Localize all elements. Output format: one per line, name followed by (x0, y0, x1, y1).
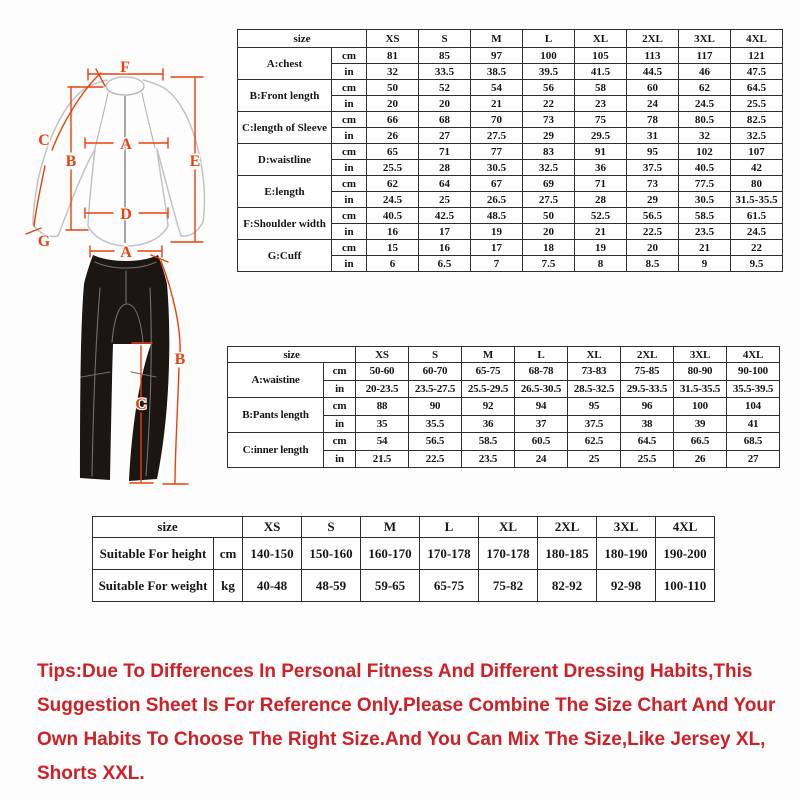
value-cell: 30.5 (471, 160, 523, 176)
pants-label-B: B (174, 351, 186, 368)
value-cell: 22.5 (627, 224, 679, 240)
value-cell: 21 (679, 240, 731, 256)
tips-line: Own Habits To Choose The Right Size.And You Can Mix The Size,Like Jersey XL, (37, 729, 766, 750)
value-cell: 77.5 (679, 176, 731, 192)
value-cell: 19 (575, 240, 627, 256)
unit-cell: cm (214, 538, 243, 570)
value-cell: 170-178 (479, 538, 538, 570)
value-cell: 25.5-29.5 (462, 380, 515, 398)
value-cell: 20 (627, 240, 679, 256)
jersey-outline (33, 77, 204, 246)
value-cell: 25.5 (731, 96, 783, 112)
value-cell: 58.5 (462, 433, 515, 451)
value-cell: 36 (462, 415, 515, 433)
value-cell: 47.5 (731, 64, 783, 80)
value-cell: 28.5-32.5 (568, 380, 621, 398)
value-cell: 25 (419, 192, 471, 208)
unit-cell: cm (332, 112, 367, 128)
value-cell: 180-185 (538, 538, 597, 570)
value-cell: 41 (727, 415, 780, 433)
value-cell: 19 (471, 224, 523, 240)
size-header-cell: XL (568, 347, 621, 363)
value-cell: 58.5 (679, 208, 731, 224)
value-cell: 92 (462, 398, 515, 416)
value-cell: 66.5 (674, 433, 727, 451)
value-cell: 170-178 (420, 538, 479, 570)
value-cell: 25.5 (367, 160, 419, 176)
tips-line: Tips:Due To Differences In Personal Fitness And Different Dressing Habits,This (37, 661, 753, 682)
row-label-cell: F:Shoulder width (238, 208, 332, 240)
value-cell: 26.5-30.5 (515, 380, 568, 398)
jersey-label-F: F (120, 59, 130, 76)
value-cell: 75-82 (479, 570, 538, 602)
size-header-cell: S (419, 30, 471, 48)
value-cell: 82-92 (538, 570, 597, 602)
value-cell: 8 (575, 256, 627, 272)
value-cell: 56.5 (627, 208, 679, 224)
value-cell: 32 (679, 128, 731, 144)
size-corner-cell: size (238, 30, 367, 48)
value-cell: 105 (575, 48, 627, 64)
tips-line: Suggestion Sheet Is For Reference Only.Please Combine The Size Chart And Your (37, 695, 776, 716)
value-cell: 71 (419, 144, 471, 160)
unit-cell: cm (332, 240, 367, 256)
value-cell: 113 (627, 48, 679, 64)
unit-cell: kg (214, 570, 243, 602)
size-header-cell: 2XL (627, 30, 679, 48)
value-cell: 22.5 (409, 450, 462, 468)
value-cell: 30.5 (679, 192, 731, 208)
value-cell: 37.5 (627, 160, 679, 176)
row-label-cell: A:chest (238, 48, 332, 80)
value-cell: 50 (523, 208, 575, 224)
value-cell: 62 (367, 176, 419, 192)
value-cell: 96 (621, 398, 674, 416)
value-cell: 52 (419, 80, 471, 96)
unit-cell: in (332, 224, 367, 240)
unit-cell: cm (324, 433, 356, 451)
value-cell: 20 (419, 96, 471, 112)
value-cell: 65-75 (462, 363, 515, 381)
jersey-label-B: B (65, 153, 77, 170)
jersey-size-table (237, 29, 783, 272)
unit-cell: cm (332, 80, 367, 96)
size-header-cell: M (361, 517, 420, 538)
size-header-cell: 4XL (731, 30, 783, 48)
size-header-cell: 3XL (679, 30, 731, 48)
size-guide-illustration (0, 25, 240, 495)
row-label-cell: A:waistine (228, 363, 324, 398)
size-header-cell: XS (356, 347, 409, 363)
value-cell: 36 (575, 160, 627, 176)
value-cell: 50 (367, 80, 419, 96)
value-cell: 22 (731, 240, 783, 256)
value-cell: 26.5 (471, 192, 523, 208)
jersey-label-E: E (189, 153, 201, 170)
jersey-label-A: A (120, 136, 132, 153)
value-cell: 64.5 (731, 80, 783, 96)
value-cell: 68.5 (727, 433, 780, 451)
value-cell: 9.5 (731, 256, 783, 272)
size-header-cell: S (302, 517, 361, 538)
value-cell: 95 (627, 144, 679, 160)
value-cell: 22 (523, 96, 575, 112)
value-cell: 15 (367, 240, 419, 256)
pants-label-A: A (120, 244, 132, 261)
value-cell: 29 (627, 192, 679, 208)
value-cell: 81 (367, 48, 419, 64)
value-cell: 56.5 (409, 433, 462, 451)
value-cell: 117 (679, 48, 731, 64)
value-cell: 31 (627, 128, 679, 144)
value-cell: 80-90 (674, 363, 727, 381)
value-cell: 27.5 (471, 128, 523, 144)
value-cell: 150-160 (302, 538, 361, 570)
value-cell: 64.5 (621, 433, 674, 451)
value-cell: 27 (727, 450, 780, 468)
pants-outline (80, 255, 169, 481)
row-label-cell: C:length of Sleeve (238, 112, 332, 144)
value-cell: 100 (674, 398, 727, 416)
value-cell: 23.5 (679, 224, 731, 240)
jersey-size-table-container (237, 29, 783, 272)
value-cell: 16 (419, 240, 471, 256)
size-header-cell: M (471, 30, 523, 48)
value-cell: 92-98 (597, 570, 656, 602)
value-cell: 29 (523, 128, 575, 144)
value-cell: 90-100 (727, 363, 780, 381)
value-cell: 16 (367, 224, 419, 240)
value-cell: 23.5 (462, 450, 515, 468)
value-cell: 23.5-27.5 (409, 380, 462, 398)
value-cell: 42.5 (419, 208, 471, 224)
size-header-cell: 3XL (674, 347, 727, 363)
size-header-cell: 3XL (597, 517, 656, 538)
row-label-cell: Suitable For height (93, 538, 214, 570)
value-cell: 38 (621, 415, 674, 433)
value-cell: 102 (679, 144, 731, 160)
value-cell: 91 (575, 144, 627, 160)
value-cell: 44.5 (627, 64, 679, 80)
value-cell: 190-200 (656, 538, 715, 570)
value-cell: 60 (627, 80, 679, 96)
value-cell: 54 (356, 433, 409, 451)
unit-cell: cm (324, 363, 356, 381)
value-cell: 27.5 (523, 192, 575, 208)
value-cell: 54 (471, 80, 523, 96)
value-cell: 32.5 (731, 128, 783, 144)
value-cell: 90 (409, 398, 462, 416)
value-cell: 68-78 (515, 363, 568, 381)
value-cell: 6 (367, 256, 419, 272)
value-cell: 39 (674, 415, 727, 433)
value-cell: 20 (523, 224, 575, 240)
size-header-cell: S (409, 347, 462, 363)
value-cell: 73 (627, 176, 679, 192)
jersey-label-D: D (120, 206, 132, 223)
value-cell: 18 (523, 240, 575, 256)
value-cell: 21 (471, 96, 523, 112)
unit-cell: in (324, 380, 356, 398)
value-cell: 100 (523, 48, 575, 64)
value-cell: 75-85 (621, 363, 674, 381)
pants-label-C: C (135, 396, 147, 413)
value-cell: 40-48 (243, 570, 302, 602)
row-label-cell: B:Front length (238, 80, 332, 112)
value-cell: 95 (568, 398, 621, 416)
value-cell: 25.5 (621, 450, 674, 468)
size-header-cell: XL (479, 517, 538, 538)
row-label-cell: E:length (238, 176, 332, 208)
value-cell: 48-59 (302, 570, 361, 602)
value-cell: 17 (419, 224, 471, 240)
value-cell: 26 (674, 450, 727, 468)
size-header-cell: XS (243, 517, 302, 538)
value-cell: 68 (419, 112, 471, 128)
tips-text (37, 655, 782, 791)
value-cell: 62 (679, 80, 731, 96)
size-header-cell: L (420, 517, 479, 538)
value-cell: 6.5 (419, 256, 471, 272)
value-cell: 37 (515, 415, 568, 433)
value-cell: 24.5 (731, 224, 783, 240)
value-cell: 48.5 (471, 208, 523, 224)
value-cell: 24.5 (367, 192, 419, 208)
value-cell: 78 (627, 112, 679, 128)
fit-guide-table-container (92, 516, 715, 602)
value-cell: 64 (419, 176, 471, 192)
pants-size-table (227, 346, 780, 468)
row-label-cell: D:waistline (238, 144, 332, 176)
value-cell: 50-60 (356, 363, 409, 381)
unit-cell: in (324, 415, 356, 433)
unit-cell: in (332, 64, 367, 80)
jersey-label-C: C (38, 132, 50, 149)
unit-cell: cm (324, 398, 356, 416)
value-cell: 24 (627, 96, 679, 112)
value-cell: 8.5 (627, 256, 679, 272)
value-cell: 85 (419, 48, 471, 64)
unit-cell: cm (332, 208, 367, 224)
value-cell: 82.5 (731, 112, 783, 128)
value-cell: 25 (568, 450, 621, 468)
value-cell: 7.5 (523, 256, 575, 272)
value-cell: 35 (356, 415, 409, 433)
value-cell: 41.5 (575, 64, 627, 80)
value-cell: 20-23.5 (356, 380, 409, 398)
row-label-cell: Suitable For weight (93, 570, 214, 602)
value-cell: 83 (523, 144, 575, 160)
value-cell: 61.5 (731, 208, 783, 224)
value-cell: 107 (731, 144, 783, 160)
value-cell: 42 (731, 160, 783, 176)
value-cell: 29.5 (575, 128, 627, 144)
value-cell: 58 (575, 80, 627, 96)
value-cell: 40.5 (367, 208, 419, 224)
row-label-cell: G:Cuff (238, 240, 332, 272)
value-cell: 39.5 (523, 64, 575, 80)
value-cell: 71 (575, 176, 627, 192)
value-cell: 67 (471, 176, 523, 192)
value-cell: 40.5 (679, 160, 731, 176)
value-cell: 35.5-39.5 (727, 380, 780, 398)
size-header-cell: M (462, 347, 515, 363)
value-cell: 100-110 (656, 570, 715, 602)
value-cell: 35.5 (409, 415, 462, 433)
value-cell: 28 (419, 160, 471, 176)
unit-cell: cm (332, 48, 367, 64)
value-cell: 140-150 (243, 538, 302, 570)
value-cell: 88 (356, 398, 409, 416)
value-cell: 24 (515, 450, 568, 468)
value-cell: 33.5 (419, 64, 471, 80)
value-cell: 56 (523, 80, 575, 96)
pants-size-table-container (227, 346, 780, 468)
value-cell: 28 (575, 192, 627, 208)
size-header-cell: XS (367, 30, 419, 48)
value-cell: 97 (471, 48, 523, 64)
value-cell: 32.5 (523, 160, 575, 176)
value-cell: 62.5 (568, 433, 621, 451)
fit-guide-table (92, 516, 715, 602)
value-cell: 65-75 (420, 570, 479, 602)
value-cell: 31.5-35.5 (674, 380, 727, 398)
unit-cell: in (332, 160, 367, 176)
value-cell: 46 (679, 64, 731, 80)
value-cell: 38.5 (471, 64, 523, 80)
value-cell: 59-65 (361, 570, 420, 602)
value-cell: 32 (367, 64, 419, 80)
value-cell: 17 (471, 240, 523, 256)
jersey-label-G: G (37, 233, 51, 250)
size-header-cell: 4XL (727, 347, 780, 363)
value-cell: 80 (731, 176, 783, 192)
unit-cell: in (332, 128, 367, 144)
size-header-cell: 2XL (621, 347, 674, 363)
value-cell: 94 (515, 398, 568, 416)
value-cell: 80.5 (679, 112, 731, 128)
value-cell: 21.5 (356, 450, 409, 468)
value-cell: 21 (575, 224, 627, 240)
unit-cell: in (332, 96, 367, 112)
value-cell: 69 (523, 176, 575, 192)
value-cell: 23 (575, 96, 627, 112)
value-cell: 66 (367, 112, 419, 128)
value-cell: 9 (679, 256, 731, 272)
value-cell: 27 (419, 128, 471, 144)
unit-cell: in (332, 192, 367, 208)
tips-line: Shorts XXL. (37, 763, 145, 784)
value-cell: 180-190 (597, 538, 656, 570)
unit-cell: cm (332, 144, 367, 160)
row-label-cell: B:Pants length (228, 398, 324, 433)
size-header-cell: 2XL (538, 517, 597, 538)
value-cell: 65 (367, 144, 419, 160)
value-cell: 75 (575, 112, 627, 128)
value-cell: 29.5-33.5 (621, 380, 674, 398)
value-cell: 160-170 (361, 538, 420, 570)
unit-cell: in (324, 450, 356, 468)
value-cell: 31.5-35.5 (731, 192, 783, 208)
value-cell: 70 (471, 112, 523, 128)
value-cell: 24.5 (679, 96, 731, 112)
size-header-cell: L (523, 30, 575, 48)
size-header-cell: 4XL (656, 517, 715, 538)
value-cell: 60-70 (409, 363, 462, 381)
value-cell: 7 (471, 256, 523, 272)
value-cell: 20 (367, 96, 419, 112)
value-cell: 60.5 (515, 433, 568, 451)
value-cell: 52.5 (575, 208, 627, 224)
row-label-cell: C:inner length (228, 433, 324, 468)
value-cell: 37.5 (568, 415, 621, 433)
size-header-cell: XL (575, 30, 627, 48)
value-cell: 73 (523, 112, 575, 128)
value-cell: 104 (727, 398, 780, 416)
size-corner-cell: size (228, 347, 356, 363)
unit-cell: in (332, 256, 367, 272)
value-cell: 77 (471, 144, 523, 160)
value-cell: 73-83 (568, 363, 621, 381)
size-header-cell: L (515, 347, 568, 363)
size-corner-cell: size (93, 517, 243, 538)
unit-cell: cm (332, 176, 367, 192)
value-cell: 121 (731, 48, 783, 64)
value-cell: 26 (367, 128, 419, 144)
